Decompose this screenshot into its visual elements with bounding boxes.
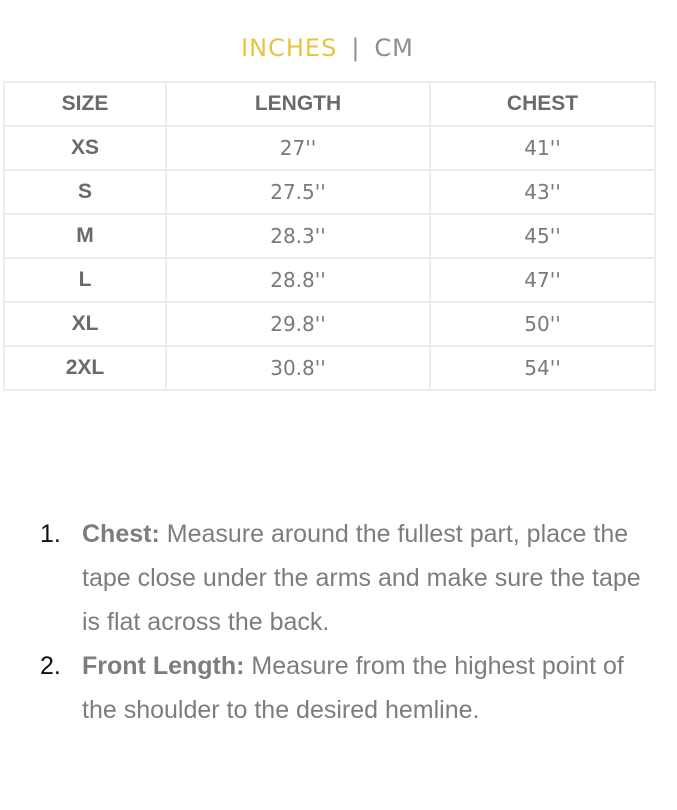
- chest-cell: 54'': [430, 346, 655, 390]
- column-header-chest: CHEST: [430, 82, 655, 126]
- list-item: [40, 644, 660, 732]
- length-cell: 28.3'': [166, 214, 430, 258]
- table-row: [4, 170, 655, 214]
- size-chart-table: [3, 81, 656, 391]
- list-item: [40, 512, 660, 644]
- chest-cell: 43'': [430, 170, 655, 214]
- length-cell: 27.5'': [166, 170, 430, 214]
- unit-separator: |: [351, 34, 361, 62]
- instruction-text: Measure around the fullest part, place the tape close under the arms and make sure the tape is flat across the back.: [82, 520, 641, 636]
- size-cell: M: [4, 214, 166, 258]
- instruction-text: Measure from the highest point of the shoulder to the desired hemline.: [82, 652, 624, 724]
- length-cell: 29.8'': [166, 302, 430, 346]
- table-row: [4, 346, 655, 390]
- instruction-term-front-length: Front Length:: [82, 652, 245, 680]
- unit-toggle: [0, 33, 655, 63]
- length-cell: 27'': [166, 126, 430, 170]
- length-cell: 28.8'': [166, 258, 430, 302]
- instruction-term-chest: Chest:: [82, 520, 160, 548]
- size-cell: S: [4, 170, 166, 214]
- size-cell: XS: [4, 126, 166, 170]
- table-header-row: [4, 82, 655, 126]
- size-cell: L: [4, 258, 166, 302]
- chest-cell: 45'': [430, 214, 655, 258]
- length-cell: 30.8'': [166, 346, 430, 390]
- table-row: [4, 258, 655, 302]
- column-header-size: SIZE: [4, 82, 166, 126]
- size-cell: 2XL: [4, 346, 166, 390]
- chest-cell: 50'': [430, 302, 655, 346]
- table-row: [4, 126, 655, 170]
- list-number: 2.: [40, 652, 61, 680]
- chest-cell: 47'': [430, 258, 655, 302]
- list-number: 1.: [40, 520, 61, 548]
- column-header-length: LENGTH: [166, 82, 430, 126]
- unit-inches-option[interactable]: INCHES: [241, 34, 338, 62]
- table-row: [4, 214, 655, 258]
- chest-cell: 41'': [430, 126, 655, 170]
- unit-cm-option[interactable]: CM: [374, 34, 414, 62]
- size-cell: XL: [4, 302, 166, 346]
- measurement-instructions: [40, 512, 660, 732]
- table-row: [4, 302, 655, 346]
